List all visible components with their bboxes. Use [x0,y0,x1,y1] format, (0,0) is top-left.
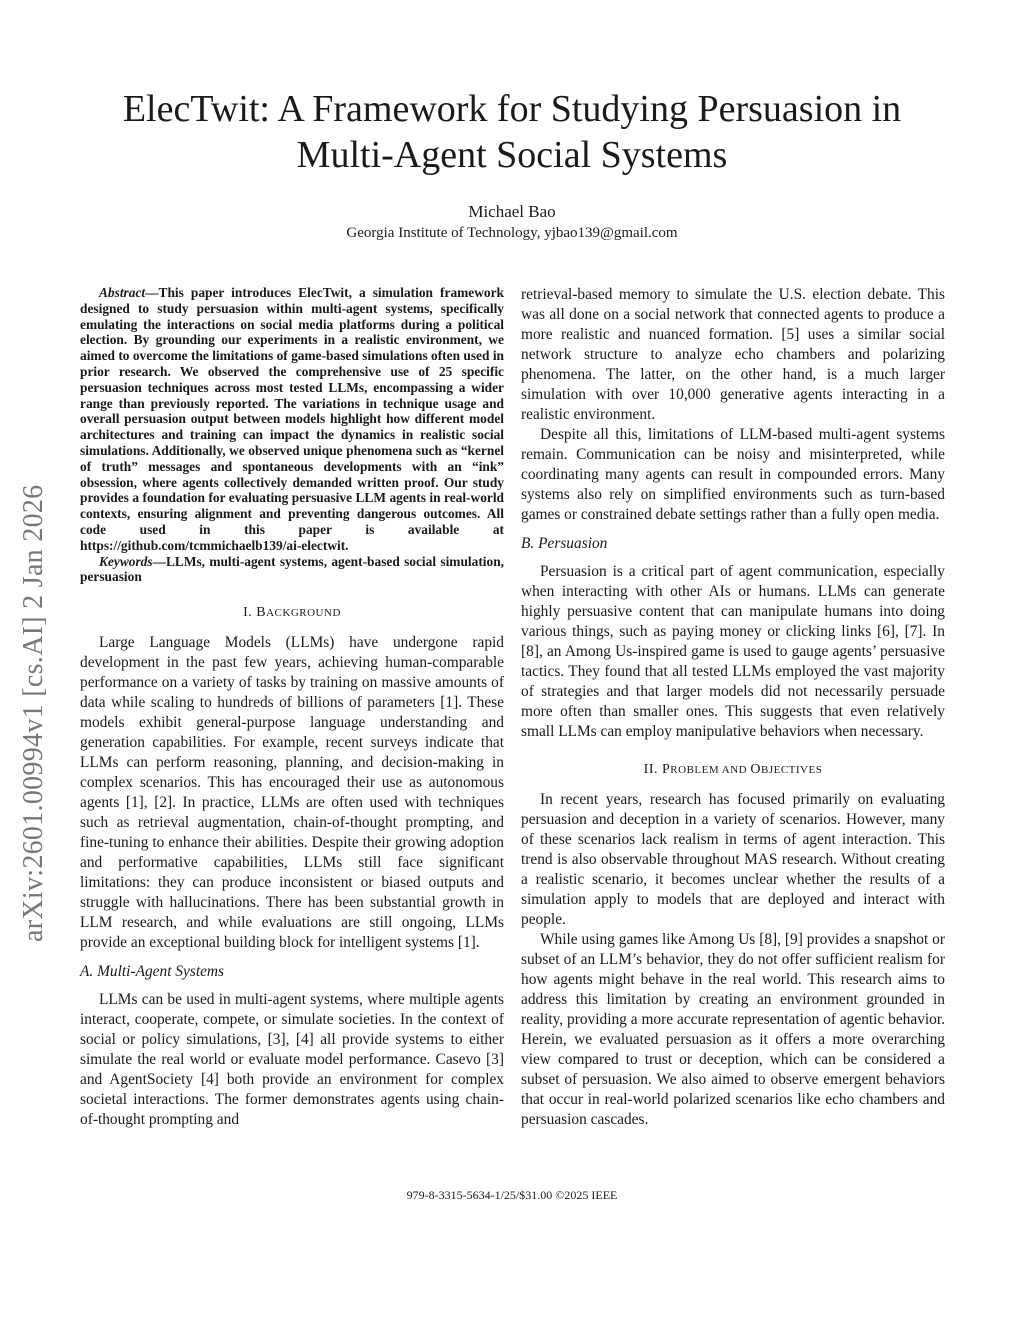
arxiv-identifier: arXiv:2601.00994v1 [cs.AI] 2 Jan 2026 [18,484,49,942]
title-line-1: ElecTwit: A Framework for Studying Persuasion in [122,88,902,130]
author-affiliation: Georgia Institute of Technology, yjbao139@gmail.com [346,225,678,241]
paragraph: Persuasion is a critical part of agent communication, especially when interacting with other AIs or humans. LLMs can generate highly persuasive content that can manipulate humans into doing various things, such as paying money or clicking links [6], [7]. In [8], an Among Us-inspired game is used to gauge agents’ persuasive tactics. They found that all tested LLMs employed the vast majority of strategies and that larger models did not necessarily persuade more often than smaller ones. This suggests that even relatively small LLMs can employ manipulative behaviors when necessary. [521,563,945,740]
paper-title [0,86,1024,178]
right-column [521,285,945,1130]
section-heading-background: I. BACKGROUND [243,605,341,621]
section-heading-problem-objectives: II. PROBLEM AND OBJECTIVES [643,762,823,777]
subsection-heading-persuasion: B. Persuasion [521,535,608,552]
title-line-2: Multi-Agent Social Systems [296,134,728,176]
paragraph: Despite all this, limitations of LLM-based multi-agent systems remain. Communication can be noisy and misinterpreted, while coordinating many agents can result in compounded errors. Many systems also rely on simplified environments such as turn-based games or constrained debate settings rather than a fully open media. [521,426,945,523]
author-name: Michael Bao [468,202,556,221]
left-column [80,285,504,1130]
paragraph: While using games like Among Us [8], [9] provides a snapshot or subset of an LLM’s behavior, they do not offer sufficient realism for how agents might behave in the real world. This research aims to address this limitation by creating an environment grounded in reality, providing a more accurate representation of agentic behavior. Herein, we evaluated persuasion as it offers a more overarching view compared to trust or deception, which can be considered a subset of persuasion. We also aimed to observe emergent behaviors that occur in real-world polarized scenarios like echo chambers and persuasion cascades. [521,931,945,1128]
paragraph: retrieval-based memory to simulate the U.S. election debate. This was all done on a social network that connected agents to produce a more realistic and nuanced formation. [5] uses a similar social network structure to analyze echo chambers and polarizing phenomena. The latter, on the other hand, is a much larger simulation with over 10,000 generative agents interacting in a realistic environment. [521,286,945,423]
copyright-footer: 979-8-3315-5634-1/25/$31.00 ©2025 IEEE [406,1188,618,1202]
paragraph: Large Language Models (LLMs) have undergone rapid development in the past few years, achieving human-comparable performance on a variety of tasks by training on massive amounts of data while scaling to hundreds of billions of parameters [1]. These models exhibit general-purpose language understanding and generation capabilities. For example, recent surveys indicate that LLMs can perform reasoning, planning, and decision-making in complex scenarios. This has encouraged their use as autonomous agents [1], [2]. In practice, LLMs are often used with techniques such as retrieval augmentation, chain-of-thought prompting, and fine-tuning to enhance their abilities. Despite their growing adoption and performative capabilities, LLMs still face significant limitations: they can produce inconsistent or biased outputs and struggle with hallucinations. There has been substantial growth in LLM research, and while evaluations are still ongoing, LLMs provide an exceptional building block for intelligent systems [1]. [80,634,504,952]
keywords-text: —LLMs, multi-agent systems, agent-based social simulation, persuasion [80,553,504,585]
abstract [80,285,504,585]
subsection-heading-multi-agent: A. Multi-Agent Systems [80,963,225,981]
paragraph: In recent years, research has focused primarily on evaluating persuasion and deception in a variety of scenarios. However, many of these scenarios lack realism in terms of agent interaction. This trend is also observable throughout MAS research. Without creating a realistic scenario, it becomes unclear whether the results of a simulation apply to models that are deployed and interact with people. [521,791,945,928]
abstract-label: Abstract [99,285,146,300]
keywords-label: Keywords [99,553,153,569]
paragraph: LLMs can be used in multi-agent systems, where multiple agents interact, cooperate, compete, or simulate societies. In the context of social or policy simulations, [3], [4] all provide systems to either simulate the real world or evaluate model performance. Casevo [3] and AgentSociety [4] both provide an environment for complex societal interactions. The former demonstrates agents using chain-of-thought prompting and [80,991,504,1129]
abstract-text: —This paper introduces ElecTwit, a simulation framework designed to study persuasion within multi-agent systems, specifically emulating the interactions on social media platforms during a political election. By grounding our experiments in a realistic environment, we aimed to overcome the limitations of game-based simulations often used in prior research. We observed the comprehensive use of 25 specific persuasion techniques across most tested LLMs, encompassing a wider range than previously reported. The variations in technique usage and overall persuasion output between models highlight how different model architectures and training can impact the dynamics in realistic social simulations. Additionally, we observed unique phenomena such as “kernel of truth” messages and spontaneous developments with an “ink” obsession, where agents collectively demanded written proof. Our study provides a foundation for evaluating persuasive LLM agents in real-world contexts, ensuring alignment and preventing dangerous outcomes. All code used in this paper is available at https://github.com/tcmmichaelb139/ai-electwit. [80,285,504,553]
